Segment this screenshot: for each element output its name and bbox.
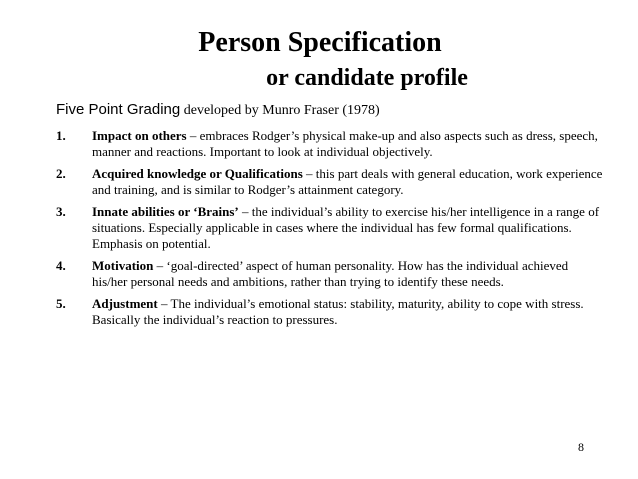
list-item-number: 1.	[56, 128, 66, 143]
list-item-number: 2.	[56, 166, 66, 181]
list-item-body	[92, 204, 606, 252]
list-item-term: Impact on others	[92, 128, 187, 143]
list-item-text: – the individual’s ability to exercise his/her intelligence in a range of situations. Especially applicable in cases where the individual has few formal qualifications. Emphasis on potential.	[92, 204, 600, 251]
list-item-body	[92, 166, 606, 198]
intro-lead: Five Point Grading	[56, 101, 181, 118]
list-item-body	[92, 258, 606, 290]
title-block	[0, 26, 638, 93]
list-item-text: – The individual’s emotional status: stability, maturity, ability to cope with stress. Basically the individual’s reaction to pressures.	[92, 296, 584, 327]
list-item-term: Motivation	[92, 258, 154, 273]
list-item-number: 5.	[56, 296, 66, 311]
list-item-body	[92, 128, 606, 160]
list-item-term: Innate abilities or ‘Brains’	[92, 204, 239, 219]
list-item	[56, 258, 606, 290]
intro-rest: developed by Munro Fraser (1978)	[180, 103, 380, 118]
list-item	[56, 128, 606, 160]
list-item	[56, 166, 606, 198]
list-item	[56, 296, 606, 328]
list-item-text: – embraces Rodger’s physical make-up and also aspects such as dress, speech, manner and reactions. Important to look at individual objectively.	[92, 128, 598, 159]
page-number: 8	[578, 440, 584, 454]
grading-list	[56, 128, 606, 334]
intro-line	[56, 101, 616, 119]
list-item-text: – this part deals with general education, work experience and training, and is similar to Rodger’s attainment category.	[92, 166, 603, 197]
list-item-number: 3.	[56, 204, 66, 219]
list-item	[56, 204, 606, 252]
list-item-text: – ‘goal-directed’ aspect of human personality. How has the individual achieved his/her personal needs and ambitions, rather than trying to identify these needs.	[92, 258, 569, 289]
page-subtitle: or candidate profile	[266, 65, 468, 91]
page-title: Person Specification	[198, 27, 442, 58]
list-item-term: Acquired knowledge or Qualifications	[92, 166, 303, 181]
list-item-term: Adjustment	[92, 296, 158, 311]
list-item-body	[92, 296, 606, 328]
list-item-number: 4.	[56, 258, 66, 273]
